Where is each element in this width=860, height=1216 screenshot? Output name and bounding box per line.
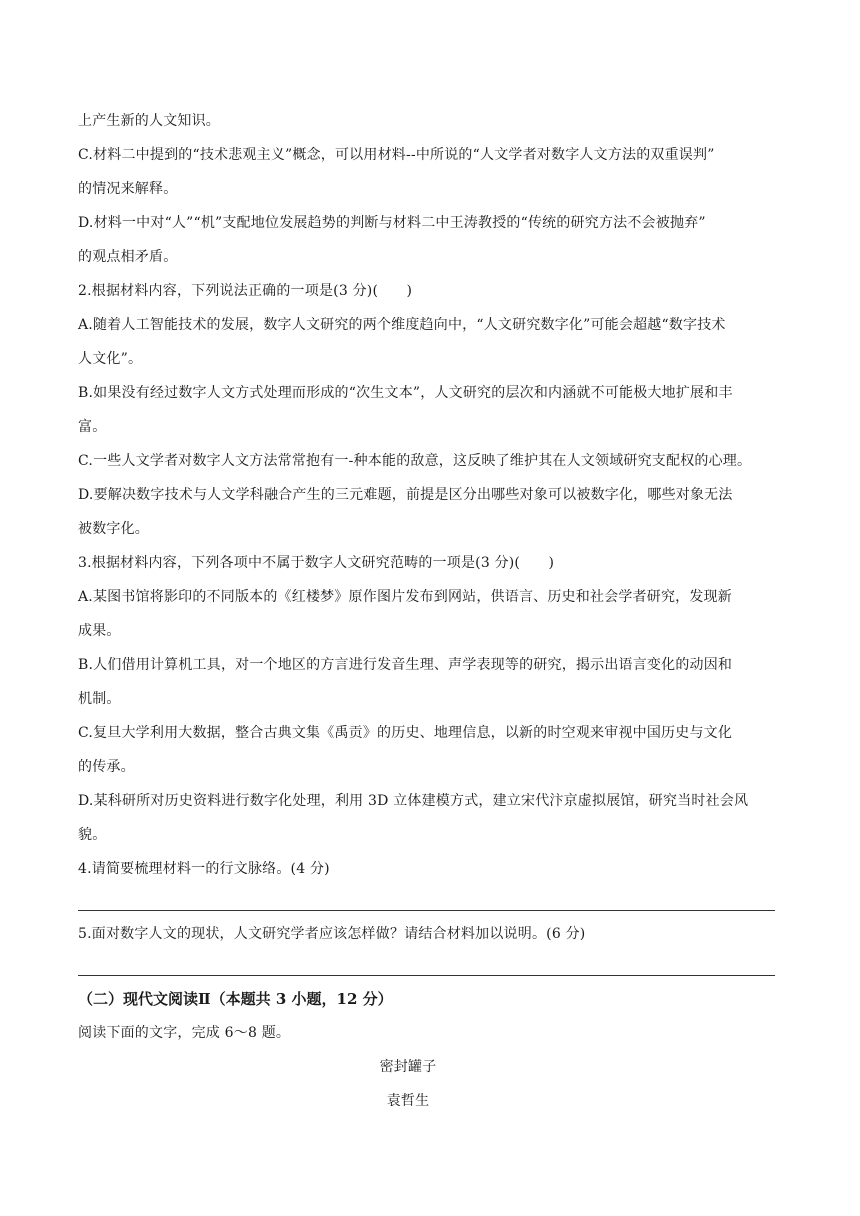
document-page bbox=[78, 104, 790, 1118]
section2-instruction: 阅读下面的文字，完成 6～8 题。 bbox=[78, 1025, 291, 1041]
q5-stem: 5.面对数字人文的现状，人文研究学者应该怎样做？请结合材料加以说明。(6 分) bbox=[78, 926, 586, 942]
q1-option-c-line1: C.材料二中提到的“技术悲观主义”概念，可以用材料--中所说的“人文学者对数字人文方法的双重误判” bbox=[78, 147, 715, 163]
q1-option-d-line1: D.材料一中对“人”“机”支配地位发展趋势的判断与材料二中王涛教授的“传统的研究方法不会被抛弃” bbox=[78, 215, 706, 231]
section2-title: （二）现代文阅读Ⅱ（本题共 3 小题，12 分） bbox=[78, 990, 393, 1008]
q3-option-c-line1: C.复旦大学利用大数据，整合古典文集《禹贡》的历史、地理信息，以新的时空观来审视中国历史与文化 bbox=[78, 725, 733, 741]
article-author: 袁哲生 bbox=[386, 1093, 430, 1109]
q2-option-d-line2: 被数字化。 bbox=[78, 521, 149, 537]
q3-option-c-line2: 的传承。 bbox=[78, 759, 135, 775]
q3-stem: 3.根据材料内容，下列各项中不属于数字人文研究范畴的一项是(3 分)( ) bbox=[78, 555, 555, 571]
q1-option-d-line2: 的观点相矛盾。 bbox=[78, 249, 178, 265]
q1-option-c-line2: 的情况来解释。 bbox=[78, 181, 178, 197]
q2-stem: 2.根据材料内容，下列说法正确的一项是(3 分)( ) bbox=[78, 283, 413, 299]
article-title: 密封罐子 bbox=[379, 1059, 437, 1075]
q3-option-b-line1: B.人们借用计算机工具，对一个地区的方言进行发音生理、声学表现等的研究，揭示出语言变化的动因和 bbox=[78, 657, 733, 673]
q2-option-b-line2: 富。 bbox=[78, 419, 107, 435]
q3-option-d-line1: D.某科研所对历史资料进行数字化处理，利用 3D 立体建模方式，建立宋代汴京虚拟展馆，研究当时社会风 bbox=[78, 793, 749, 809]
q2-option-b-line1: B.如果没有经过数字人文方式处理而形成的“次生文本”，人文研究的层次和内涵就不可能极大地扩展和丰 bbox=[78, 385, 733, 401]
q2-option-a-line2: 人文化”。 bbox=[78, 351, 143, 367]
q4-stem: 4.请简要梳理材料一的行文脉络。(4 分) bbox=[78, 861, 330, 877]
prev-continuation: 上产生新的人文知识。 bbox=[78, 113, 220, 129]
q3-option-a-line2: 成果。 bbox=[78, 623, 121, 639]
q3-option-b-line2: 机制。 bbox=[78, 691, 121, 707]
q2-option-d-line1: D.要解决数字技术与人文学科融合产生的三元难题，前提是区分出哪些对象可以被数字化，哪些对象无法 bbox=[78, 487, 733, 503]
q3-option-d-line2: 貌。 bbox=[78, 827, 107, 843]
q3-option-a-line1: A.某图书馆将影印的不同版本的《红楼梦》原作图片发布到网站，供语言、历史和社会学者研究，发现新 bbox=[78, 589, 732, 605]
q2-option-c: C.一些人文学者对数字人文方法常常抱有一-种本能的敌意，这反映了维护其在人文领域研究支配权的心理。 bbox=[78, 453, 752, 469]
q2-option-a-line1: A.随着人工智能技术的发展，数字人文研究的两个维度趋向中，“人文研究数字化”可能会超越“数字技术 bbox=[78, 317, 726, 333]
